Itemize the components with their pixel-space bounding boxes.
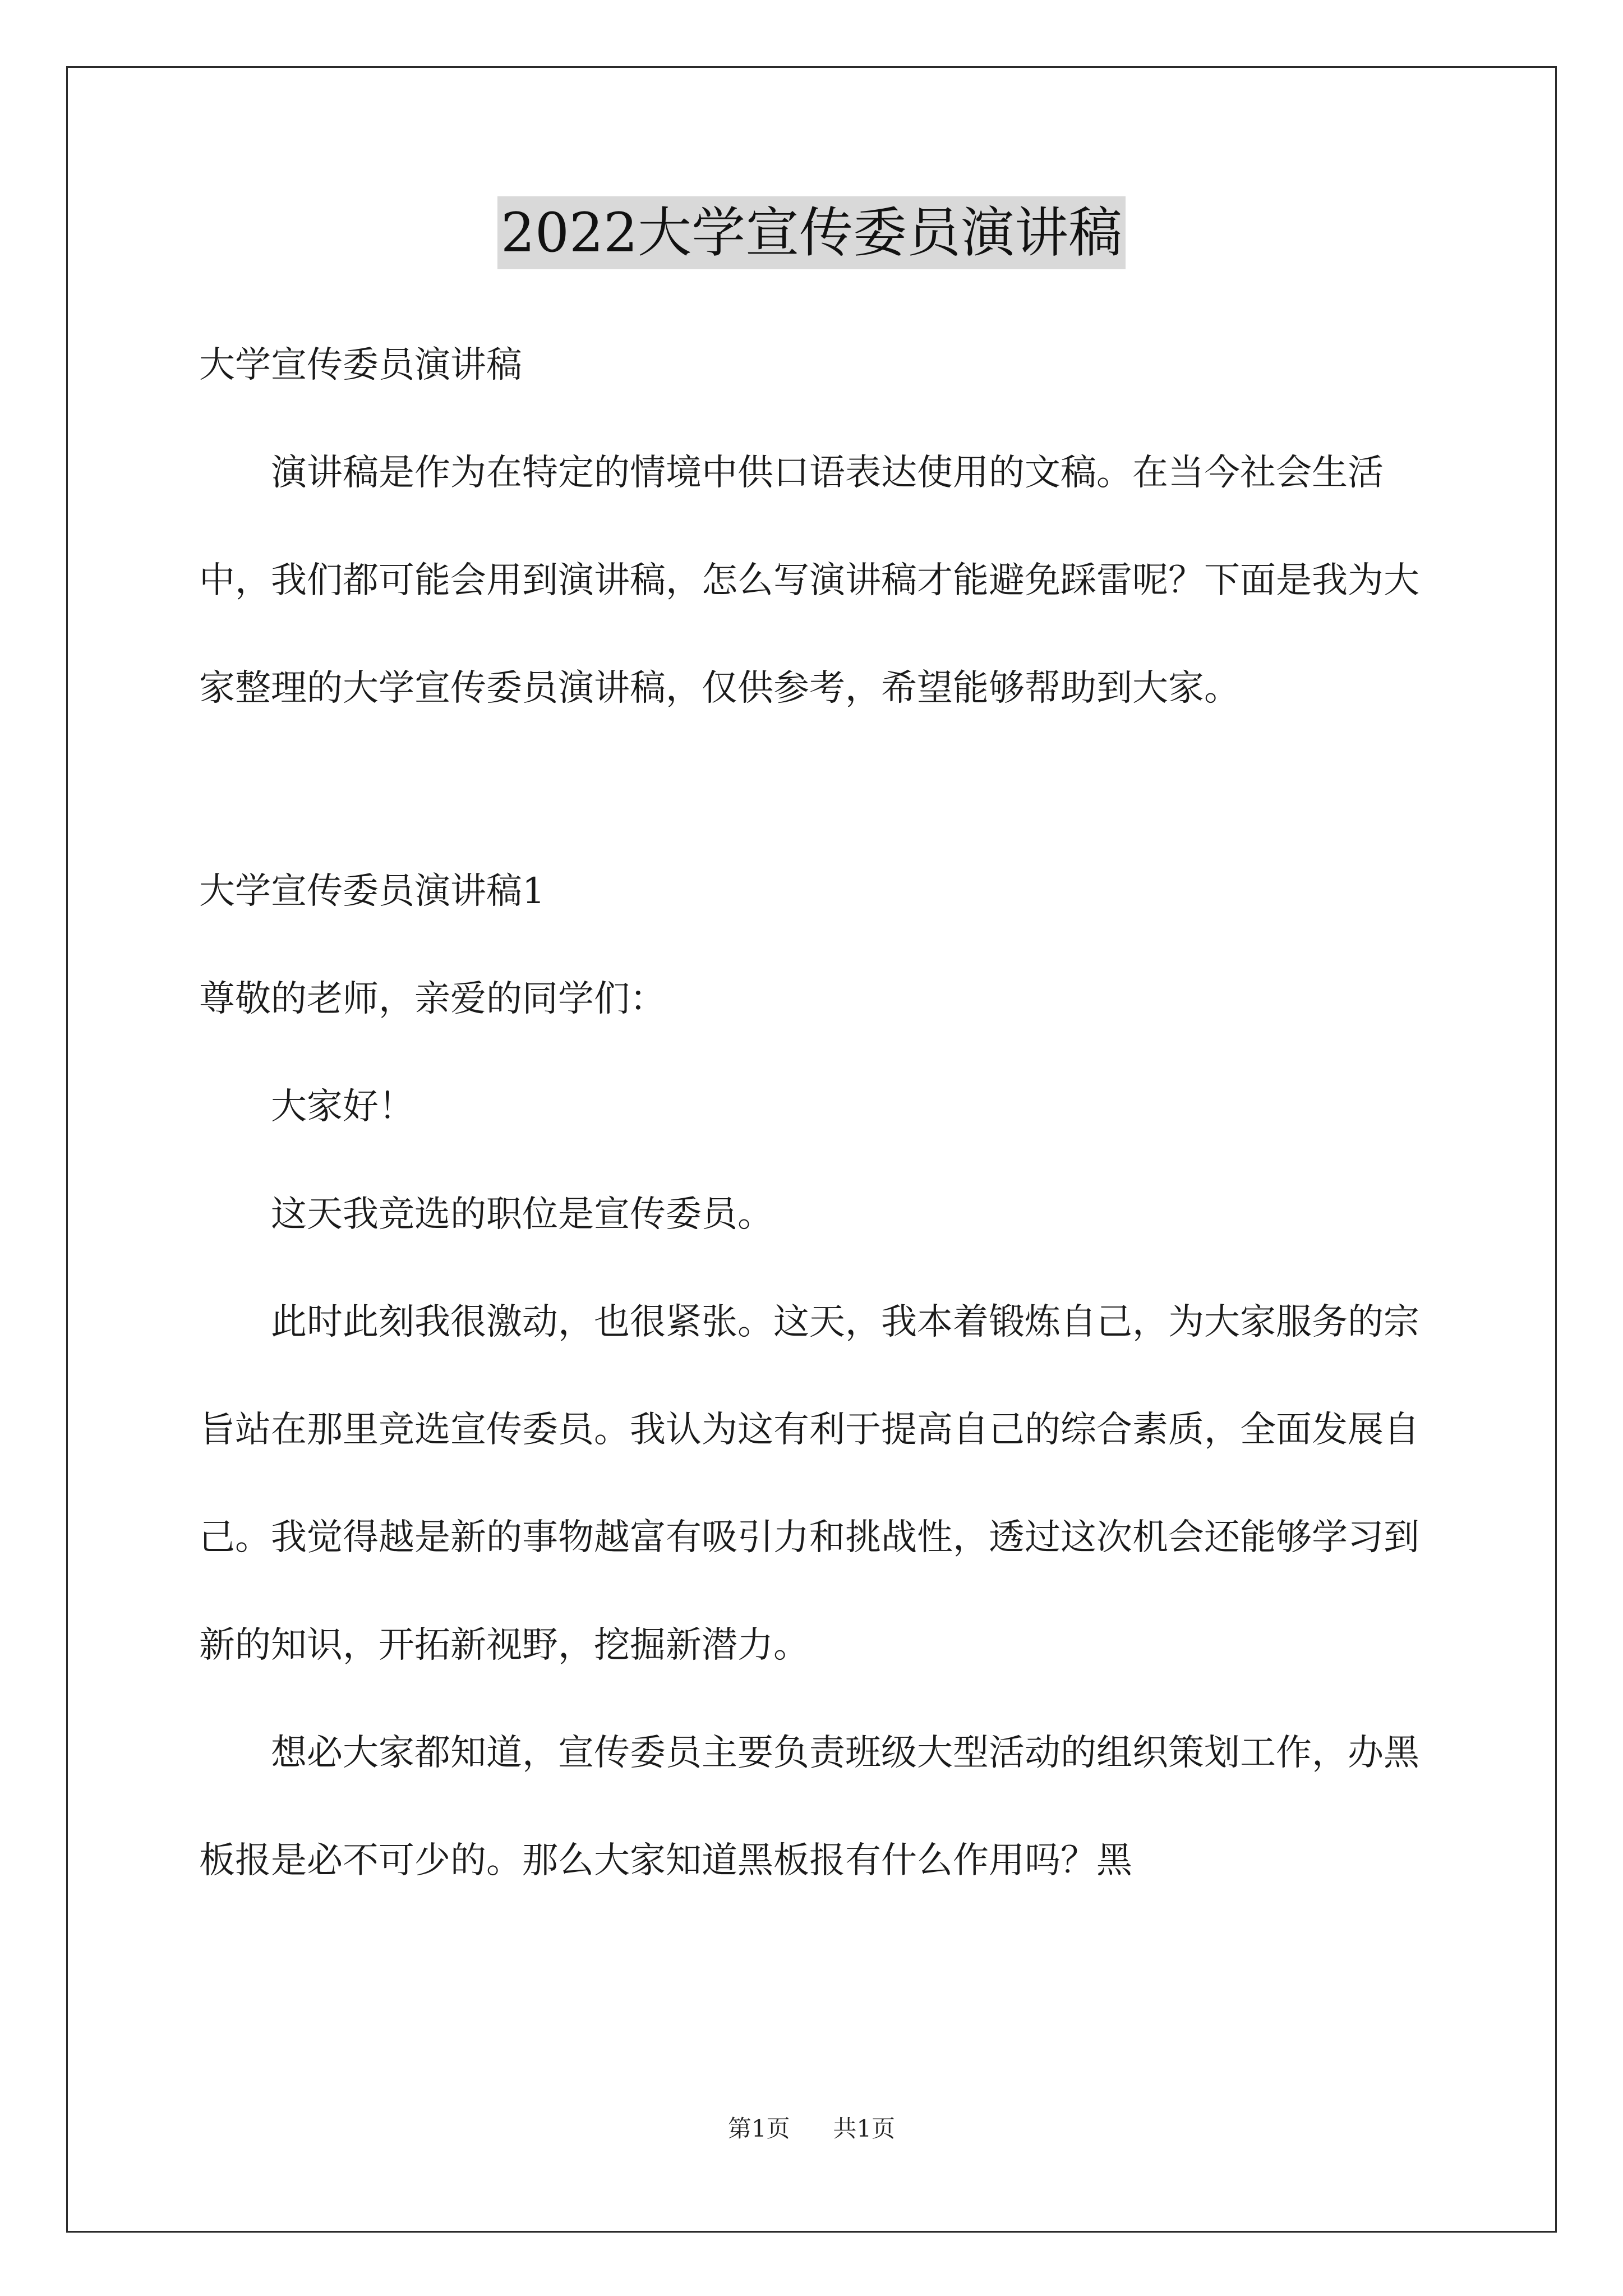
intro-paragraph: 演讲稿是作为在特定的情境中供口语表达使用的文稿。在当今社会生活中，我们都可能会用到演讲稿，怎么写演讲稿才能避免踩雷呢？下面是我为大家整理的大学宣传委员演讲稿，仅供参考，希望能够帮助到大家。 <box>199 452 1419 709</box>
greeting: 大家好！ <box>271 1086 414 1128</box>
page-number: 第1页 <box>727 2115 790 2142</box>
document-title: 2022大学宣传委员演讲稿 <box>497 196 1126 269</box>
salutation: 尊敬的老师，亲爱的同学们： <box>199 978 666 1020</box>
document-body <box>199 311 1444 1915</box>
body-paragraph: 想必大家都知道，宣传委员主要负责班级大型活动的组织策划工作，办黑板报是必不可少的。那么大家知道黑板报有什么作用吗？黑 <box>199 1732 1419 1881</box>
title-container <box>0 196 1623 269</box>
section-heading: 大学宣传委员演讲稿1 <box>199 871 545 912</box>
section-spacer <box>199 742 1444 838</box>
subtitle: 大学宣传委员演讲稿 <box>199 344 522 386</box>
page-footer <box>0 2112 1623 2146</box>
body-paragraph: 此时此刻我很激动，也很紧张。这天，我本着锻炼自己，为大家服务的宗旨站在那里竞选宣传委员。我认为这有利于提高自己的综合素质，全面发展自己。我觉得越是新的事物越富有吸引力和挑战性，透过这次机会还能够学习到新的知识，开拓新视野，挖掘新潜力。 <box>199 1301 1419 1666</box>
page-total: 共1页 <box>833 2115 896 2142</box>
body-paragraph: 这天我竞选的职位是宣传委员。 <box>271 1194 773 1235</box>
